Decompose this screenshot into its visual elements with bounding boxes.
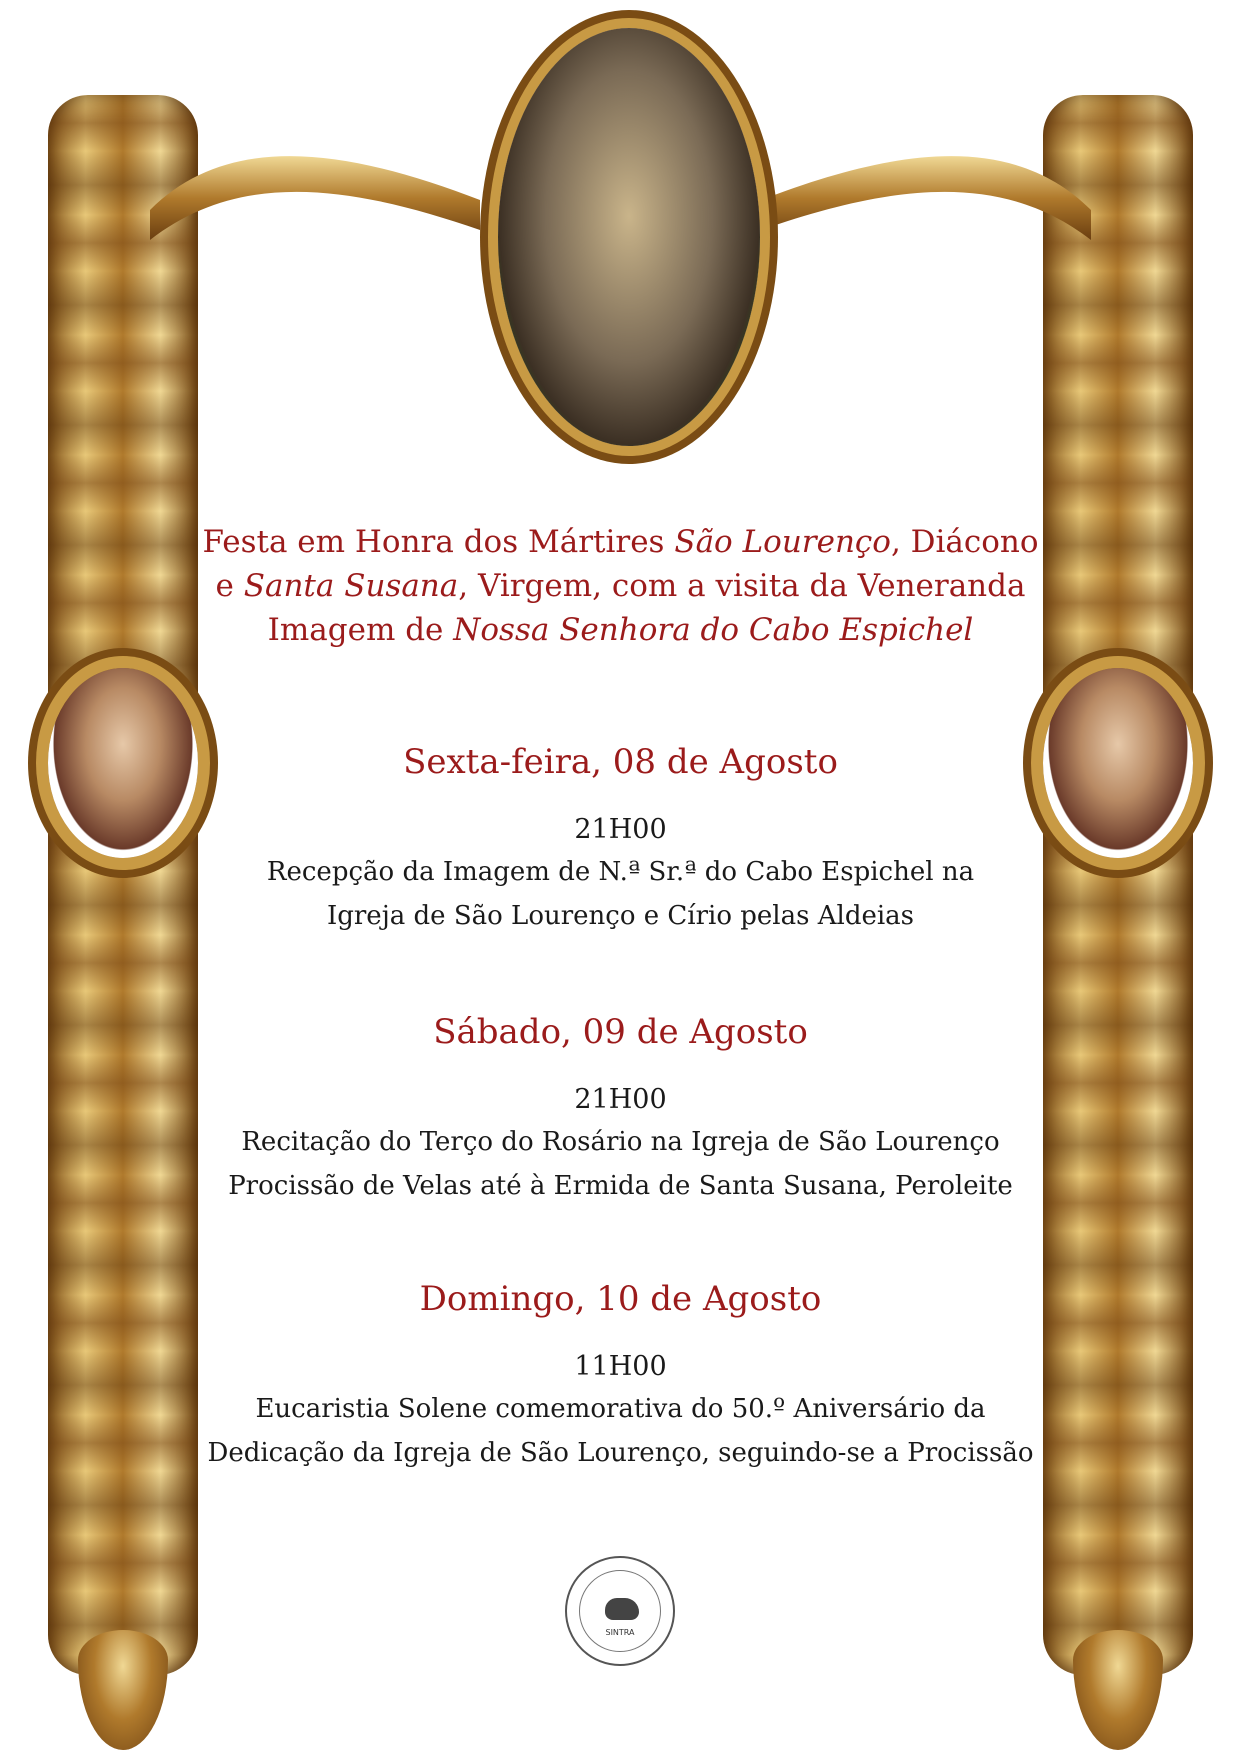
title-image-name: Nossa Senhora do Cabo Espichel (453, 612, 974, 648)
our-lady-medallion-image (498, 28, 760, 446)
gilded-frame-right-column (1043, 95, 1193, 1675)
title-line-1: Festa em Honra dos Mártires São Lourenço, Diácono (202, 524, 1039, 560)
event-day-heading: Sábado, 09 de Agosto (433, 1012, 808, 1052)
event-description-line: Eucaristia Solene comemorativa do 50.º Aniversário da (255, 1394, 986, 1424)
title-saint-name-1: São Lourenço (674, 524, 891, 560)
event-sunday (200, 1277, 1041, 1475)
title-saint-name-2: Santa Susana (243, 568, 459, 604)
sao-lourenco-medallion-image (48, 668, 198, 858)
seal-center-text: SINTRA (605, 1628, 635, 1637)
poster-content (200, 520, 1041, 1468)
santa-susana-medallion-image (1043, 668, 1193, 858)
event-description-line: Procissão de Velas até à Ermida de Santa Susana, Peroleite (228, 1171, 1013, 1201)
lamb-icon (605, 1598, 639, 1620)
event-time: 21H00 (574, 814, 667, 845)
event-description-line: Igreja de São Lourenço e Círio pelas Aldeias (326, 901, 915, 931)
parish-seal-logo (565, 1556, 675, 1666)
festival-title (200, 520, 1041, 652)
event-description-line: Recepção da Imagem de N.ª Sr.ª do Cabo Espichel na (266, 857, 975, 887)
gilded-frame-right-finial (1073, 1630, 1163, 1750)
event-saturday (200, 1010, 1041, 1208)
gilded-frame-left-finial (78, 1630, 168, 1750)
event-description-line: Recitação do Terço do Rosário na Igreja de São Lourenço (241, 1127, 1000, 1157)
title-line-2: e Santa Susana, Virgem, com a visita da Veneranda (215, 568, 1026, 604)
event-friday (200, 740, 1041, 938)
event-description-line: Dedicação da Igreja de São Lourenço, seguindo-se a Procissão (207, 1438, 1034, 1468)
event-day-heading: Domingo, 10 de Agosto (419, 1279, 822, 1319)
event-day-heading: Sexta-feira, 08 de Agosto (403, 742, 838, 782)
event-time: 21H00 (574, 1084, 667, 1115)
gilded-frame-left-column (48, 95, 198, 1675)
event-time: 11H00 (574, 1351, 667, 1382)
title-line-3: Imagem de Nossa Senhora do Cabo Espichel (267, 612, 974, 648)
